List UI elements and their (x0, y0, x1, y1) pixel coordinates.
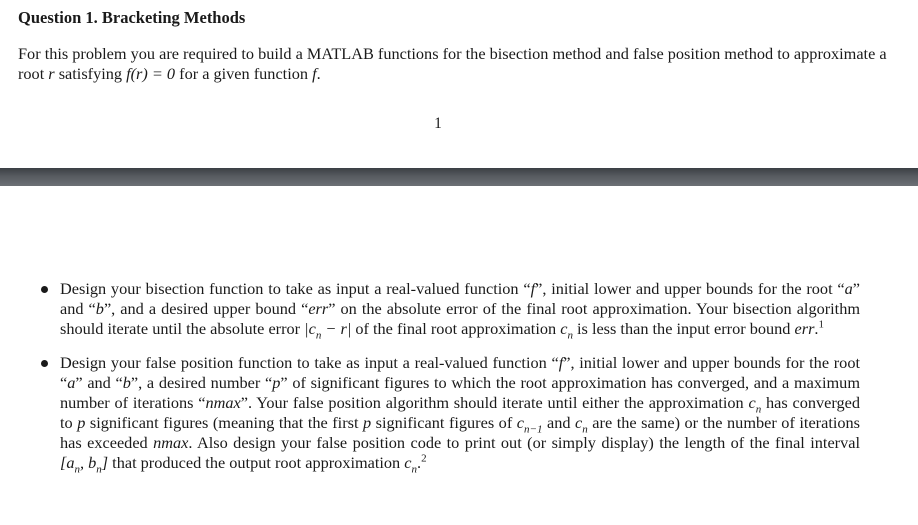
bullet-icon (41, 360, 48, 367)
bullet-text: . Also design your false position code to print out (or simply display) the length of the final interval (188, 433, 860, 452)
bullet-text: has converged to (60, 393, 860, 432)
math-c: c (560, 319, 568, 338)
bullet-text: ” on the absolute error of the final root approximation. Your bisection algorithm should iterate until the absolute error (60, 299, 861, 338)
intro-text: satisfying (54, 64, 127, 83)
math-subscript: n (96, 463, 102, 476)
math-equation: f(r) = 0 (126, 64, 176, 83)
math-subscript: n−1 (524, 423, 543, 436)
bullet-text: are the same) or the number of iterations has exceeded (60, 413, 860, 452)
math-c: c (516, 413, 525, 432)
bullet-text: of the final root approximation (351, 319, 561, 338)
math-c: c (404, 453, 412, 472)
bullet-text: is less than the input error bound (572, 319, 795, 338)
bullet-text: that produced the output root approximation (108, 453, 405, 472)
bullet-text: ”, initial lower and upper bounds for the root “ (535, 279, 845, 298)
math-subscript: n (74, 463, 80, 476)
intro-paragraph (18, 44, 888, 84)
bullet-text: ”, a desired number “ (130, 373, 273, 392)
bullet-text: ” and “ (60, 279, 860, 318)
math-subscript: n (411, 463, 418, 476)
bullet-text: ” of significant figures to which the root approximation has converged, and a maximum number of iterations “ (60, 373, 860, 412)
math-nmax: nmax (153, 433, 189, 452)
math-p: p (272, 373, 281, 392)
bullet-text: ”, and a desired upper bound “ (103, 299, 309, 318)
math-a: a (67, 373, 76, 392)
bullet-item-bisection (40, 279, 861, 342)
math-f: f (530, 279, 536, 298)
math-p: p (363, 413, 372, 432)
footnote-marker: 2 (421, 452, 427, 465)
bullet-text: . (814, 319, 819, 338)
math-b: b (95, 299, 104, 318)
math-interval: , b (79, 453, 97, 472)
bullet-item-false-position (40, 353, 860, 476)
bullet-text: Design your bisection function to take as input a real-valued function “ (60, 279, 531, 298)
math-nmax: nmax (205, 393, 241, 412)
page-break-bar (0, 168, 918, 186)
math-subscript: n (755, 403, 762, 416)
math-interval: ] (101, 453, 109, 472)
question-heading: Question 1. Bracketing Methods (18, 8, 246, 27)
footnote-marker: 1 (818, 318, 824, 331)
math-err: err (308, 299, 329, 318)
page-number: 1 (434, 115, 442, 132)
bullet-text: and (542, 413, 576, 432)
intro-text: For this problem you are required to build a MATLAB functions for the bisection method and false position method to approximate a root (18, 44, 887, 83)
math-subscript: n (567, 329, 573, 342)
math-interval: [a (60, 453, 75, 472)
bullet-text: . (417, 453, 422, 472)
math-f: f (558, 353, 564, 372)
math-abs: |c (304, 319, 316, 338)
math-subscript: n (582, 423, 588, 436)
math-err: err (794, 319, 815, 338)
bullet-text: ”. Your false position algorithm should iterate until either the approximation (240, 393, 749, 412)
math-f: f (312, 64, 317, 83)
math-subscript: n (315, 329, 322, 342)
math-r: r (48, 64, 55, 83)
bullet-text: significant figures of (371, 413, 517, 432)
bullet-list (40, 279, 860, 487)
bullet-icon (41, 286, 48, 293)
bullet-text: significant figures (meaning that the first (85, 413, 364, 432)
intro-text: for a given function (175, 64, 313, 83)
math-abs: − r| (321, 319, 352, 338)
intro-text: . (316, 64, 321, 83)
math-a: a (844, 279, 853, 298)
math-c: c (748, 393, 756, 412)
math-c: c (575, 413, 583, 432)
bullet-text: ” and “ (75, 373, 123, 392)
math-p: p (77, 413, 86, 432)
math-b: b (122, 373, 131, 392)
bullet-text: Design your false position function to take as input a real-valued function “ (60, 353, 559, 372)
bullet-text: ”, initial lower and upper bounds for the root “ (60, 353, 860, 392)
